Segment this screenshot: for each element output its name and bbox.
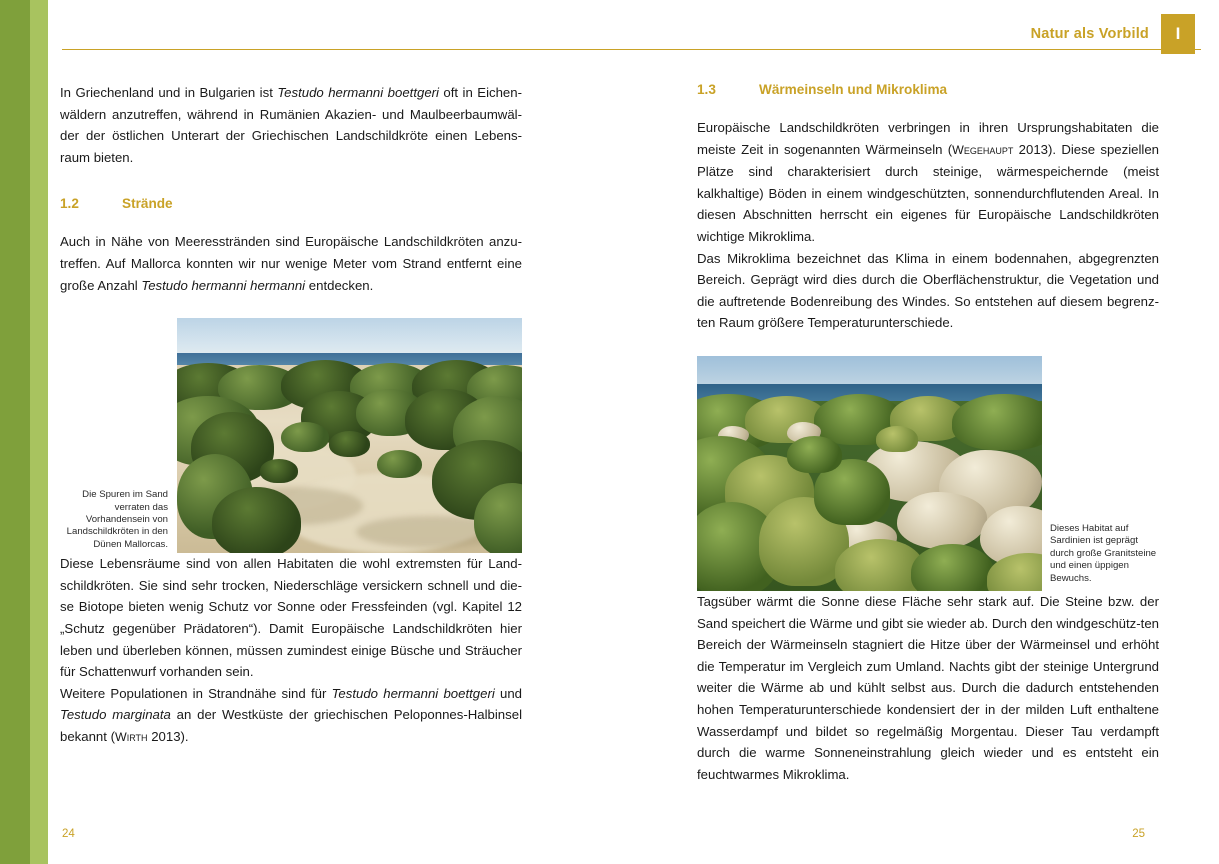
header-title: Natur als Vorbild [1030,26,1149,42]
photo-scene-dunes [177,318,522,553]
section-heading-waermeinseln [697,82,1159,97]
photo-habitat-sardinia [697,356,1042,591]
species-name-boettgeri-2: Testudo hermanni boettgeri [331,685,495,701]
beaches-text-a: Auch in Nähe von Meeresstränden sind Europäische Landschildkröten anzu-treffen. Auf Mallorca konnten wir nur wenige Meter vom Strand entfernt eine große Anzahl [60,234,522,293]
figure-dunes-mallorca [60,318,522,553]
paragraph-microclimate: Das Mikroklima bezeichnet das Klima in einem bodennahen, abgegrenzten Bereich. Geprägt wird dies durch die Oberflächenstruktur, die Vegetation und die auftretende Bodenreibung des Windes. So entstehen auf diesem begrenz-ten Raum größere Temperaturunterschiede. [697,250,1159,331]
paragraph-populations [60,683,522,749]
page-number-left: 24 [62,828,75,840]
populations-text-b: und [494,685,522,701]
left-edge-bar-dark [0,0,30,864]
species-name-hermanni: Testudo hermanni hermanni [141,277,306,293]
heat-islands-text-b: 2013). Diese speziellen Plätze sind charakterisiert durch steinige, wärmespeichernde (meist kalkhaltige) Böden in einem windgeschützten, sonnendurchflutenden Areal. In diesen Abschnitten herrscht ein eigenes für Europäische Landschildkröten wichtige Mikroklima. [697,141,1160,244]
populations-text-c: an der Westküste der griechischen Peloponnes-Halbinsel bekannt ( [60,707,522,744]
header-divider [62,49,1201,50]
citation-wirth: Wirth [115,729,148,744]
populations-text-a: Weitere Populationen in Strandnähe sind für [60,685,332,701]
beaches-text-b: entdecken. [305,277,374,293]
page-header [62,10,1201,52]
heat-islands-text-a: Europäische Landschildkröten verbringen in ihren Ursprungshabitaten die meiste Zeit in sogenannten Wärmeinseln ( [697,120,1159,157]
left-column [60,82,522,749]
photo-scene-sardinia [697,356,1042,591]
figure-habitat-sardinia [697,356,1159,591]
chapter-marker: I [1161,14,1195,54]
figure-caption-dunes: Die Spuren im Sand verraten das Vorhandensein von Landschildkröten in den Dünen Mallorcas. [66,489,168,550]
paragraph-heat-storage: Tagsüber wärmt die Sonne diese Fläche sehr stark auf. Die Steine bzw. der Sand speichert die Wärme und gibt sie wieder ab. Durch den windgeschütz-ten Bereich der Wärmeinseln stagniert die Hitze über der Wärmeinsel und erhöht die Temperatur im Vergleich zum Umland. Nachts gibt der steinige Untergrund weiter die Wärme ab und kühlt selbst aus. Durch die dadurch entstehenden hohen Temperaturunterschiede kondensiert der in der milden Luft enthaltene Wasserdampf und bildet so regelmäßig Morgentau. Dieser Tau verdampft durch die warme Sonneneinstrahlung gleich wieder und es entsteht ein feuchtwarmes Mikroklima. [697,593,1159,782]
left-edge-bar-light [30,0,48,864]
section-title: Wärmeinseln und Mikroklima [759,82,948,97]
species-name-boettgeri: Testudo hermanni boettgeri [277,85,439,100]
paragraph-beaches [60,231,522,296]
intro-text-b: oft in Eichen-wäldern anzutreffen, während in Rumänien Akazien- und Maulbeerbaumwäl-der der östlichen Unterart der Griechischen Landschildkröte einen Lebens-raum bieten. [60,85,522,165]
paragraph-intro [60,82,522,168]
section-title: Strände [122,196,173,212]
paragraph-heat-islands [697,117,1159,248]
figure-caption-sardinia: Dieses Habitat auf Sardinien ist geprägt durch große Granitsteine und einen üppigen Bewuchs. [1050,522,1157,584]
paragraph-habitat-extremes: Diese Lebensräume sind von allen Habitaten die wohl extremsten für Land-schildkröten. Sie sind sehr trocken, Niederschläge versickern schnell und die-se Biotope bieten wenig Schutz vor Sonne oder Fressfeinden (vgl. Kapitel 12 „Schutz gegenüber Prädatoren“). Damit Europäische Landschildkröten hier leben und überleben können, müssen zumindest einige Büsche und Sträucher für Schattenwurf vorhanden sein. [60,556,522,680]
section-number: 1.3 [697,82,716,97]
right-column [697,82,1159,785]
section-heading-straende [60,196,522,211]
populations-text-d: 2013). [147,728,189,744]
section-number: 1.2 [60,196,79,212]
citation-wegehaupt: Wegehaupt [952,142,1014,157]
photo-dunes-mallorca [177,318,522,553]
intro-text-a: In Griechenland und in Bulgarien ist [60,85,278,100]
species-name-marginata: Testudo marginata [60,707,171,723]
page-number-right: 25 [1132,828,1145,840]
